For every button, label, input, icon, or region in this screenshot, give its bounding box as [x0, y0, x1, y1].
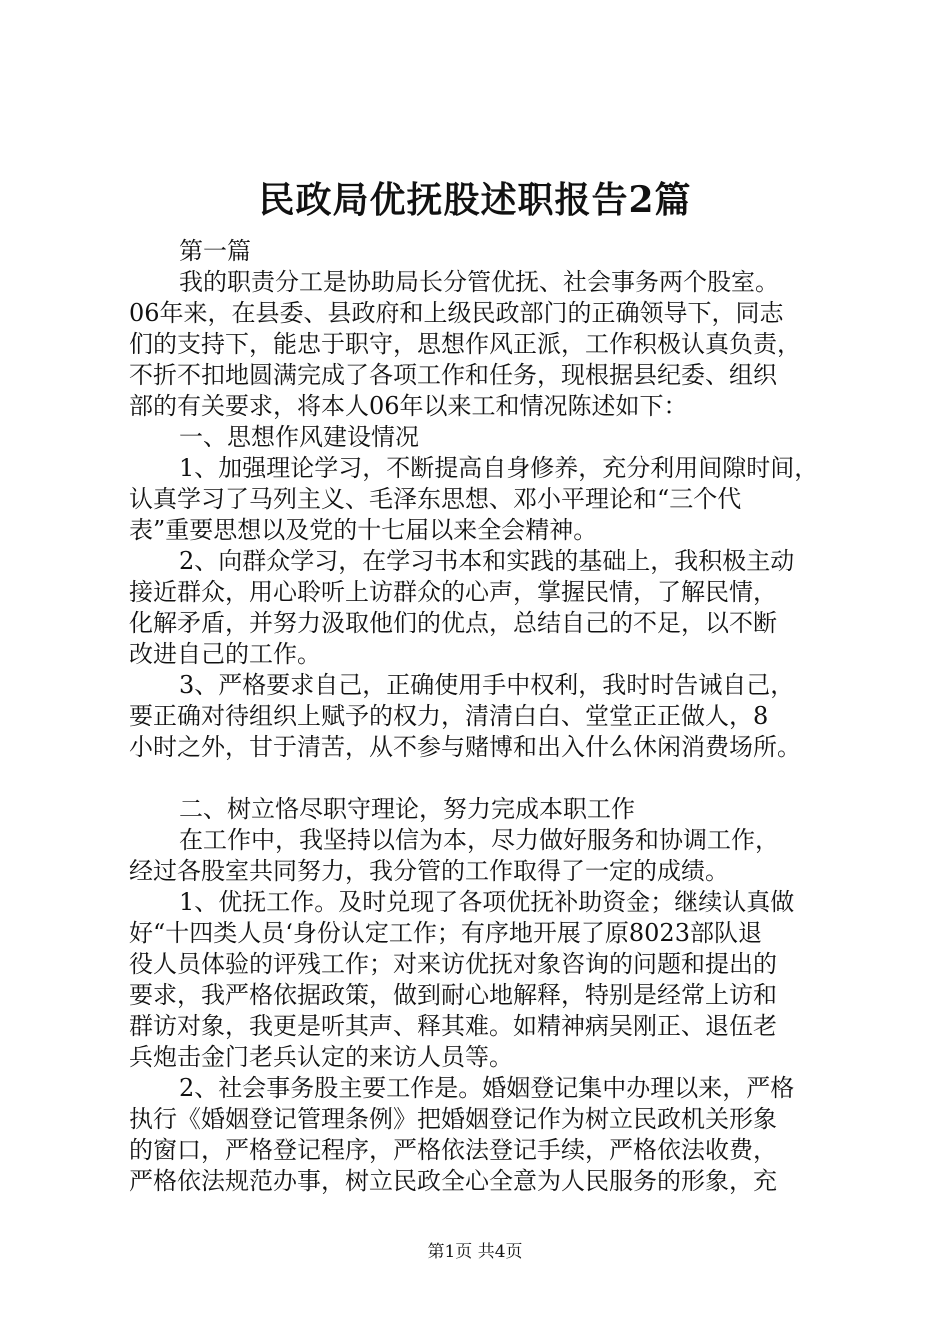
paragraph-line: 要正确对待组织上赋予的权力，清清白白、堂堂正正做人，8 [129, 702, 769, 730]
paragraph-line: 1、优抚工作。及时兑现了各项优抚补助资金；继续认真做 [179, 888, 795, 916]
paragraph-line: 群访对象，我更是听其声、释其难。如精神病吴刚正、退伍老 [129, 1012, 777, 1040]
paragraph-line: 兵炮击金门老兵认定的来访人员等。 [129, 1043, 513, 1071]
paragraph-line: 不折不扣地圆满完成了各项工作和任务，现根据县纪委、组织 [129, 361, 777, 389]
section-heading: 二、树立恪尽职守理论，努力完成本职工作 [179, 795, 635, 823]
document-body [129, 236, 829, 1197]
paragraph-line: 经过各股室共同努力，我分管的工作取得了一定的成绩。 [129, 857, 729, 885]
paragraph-line: 在工作中，我坚持以信为本，尽力做好服务和协调工作， [179, 826, 779, 854]
paragraph-line: 表”重要思想以及党的十七届以来全会精神。 [129, 516, 598, 544]
paragraph-line: 2、向群众学习，在学习书本和实践的基础上，我积极主动 [179, 547, 795, 575]
paragraph-line: 严格依法规范办事，树立民政全心全意为人民服务的形象，充 [129, 1167, 777, 1195]
blank-line [129, 763, 829, 794]
paragraph-line: 06年来，在县委、县政府和上级民政部门的正确领导下，同志 [129, 299, 784, 327]
paragraph-line: 改进自己的工作。 [129, 640, 321, 668]
paragraph-line: 好“十四类人员‘身份认定工作；有序地开展了原8023部队退 [129, 919, 762, 947]
paragraph-line: 们的支持下，能忠于职守，思想作风正派，工作积极认真负责， [129, 330, 801, 358]
paragraph-line: 认真学习了马列主义、毛泽东思想、邓小平理论和“三个代 [129, 485, 742, 513]
paragraph-line: 化解矛盾，并努力汲取他们的优点，总结自己的不足，以不断 [129, 609, 777, 637]
paragraph-line: 3、严格要求自己，正确使用手中权利，我时时告诫自己， [179, 671, 795, 699]
paragraph-line: 小时之外，甘于清苦，从不参与赌博和出入什么休闲消费场所。 [129, 733, 801, 761]
paragraph-line: 1、加强理论学习，不断提高自身修养，充分利用间隙时间， [179, 454, 819, 482]
section-heading: 一、思想作风建设情况 [179, 423, 419, 451]
paragraph-line: 2、社会事务股主要工作是。婚姻登记集中办理以来，严格 [179, 1074, 795, 1102]
paragraph-line: 役人员体验的评残工作；对来访优抚对象咨询的问题和提出的 [129, 950, 777, 978]
paragraph-line: 执行《婚姻登记管理条例》把婚姻登记作为树立民政机关形象 [129, 1105, 777, 1133]
paragraph-line: 部的有关要求，将本人06年以来工和情况陈述如下： [129, 392, 688, 420]
document-title: 民政局优抚股述职报告2篇 [258, 179, 692, 221]
paragraph-line: 要求，我严格依据政策，做到耐心地解释，特别是经常上访和 [129, 981, 777, 1009]
page-number-footer: 第1页 共4页 [427, 1242, 523, 1262]
section-heading-part-one: 第一篇 [179, 237, 251, 265]
paragraph-line: 接近群众，用心聆听上访群众的心声，掌握民情，了解民情， [129, 578, 777, 606]
paragraph-line: 的窗口，严格登记程序，严格依法登记手续，严格依法收费， [129, 1136, 777, 1164]
paragraph-line: 我的职责分工是协助局长分管优抚、社会事务两个股室。 [179, 268, 779, 296]
